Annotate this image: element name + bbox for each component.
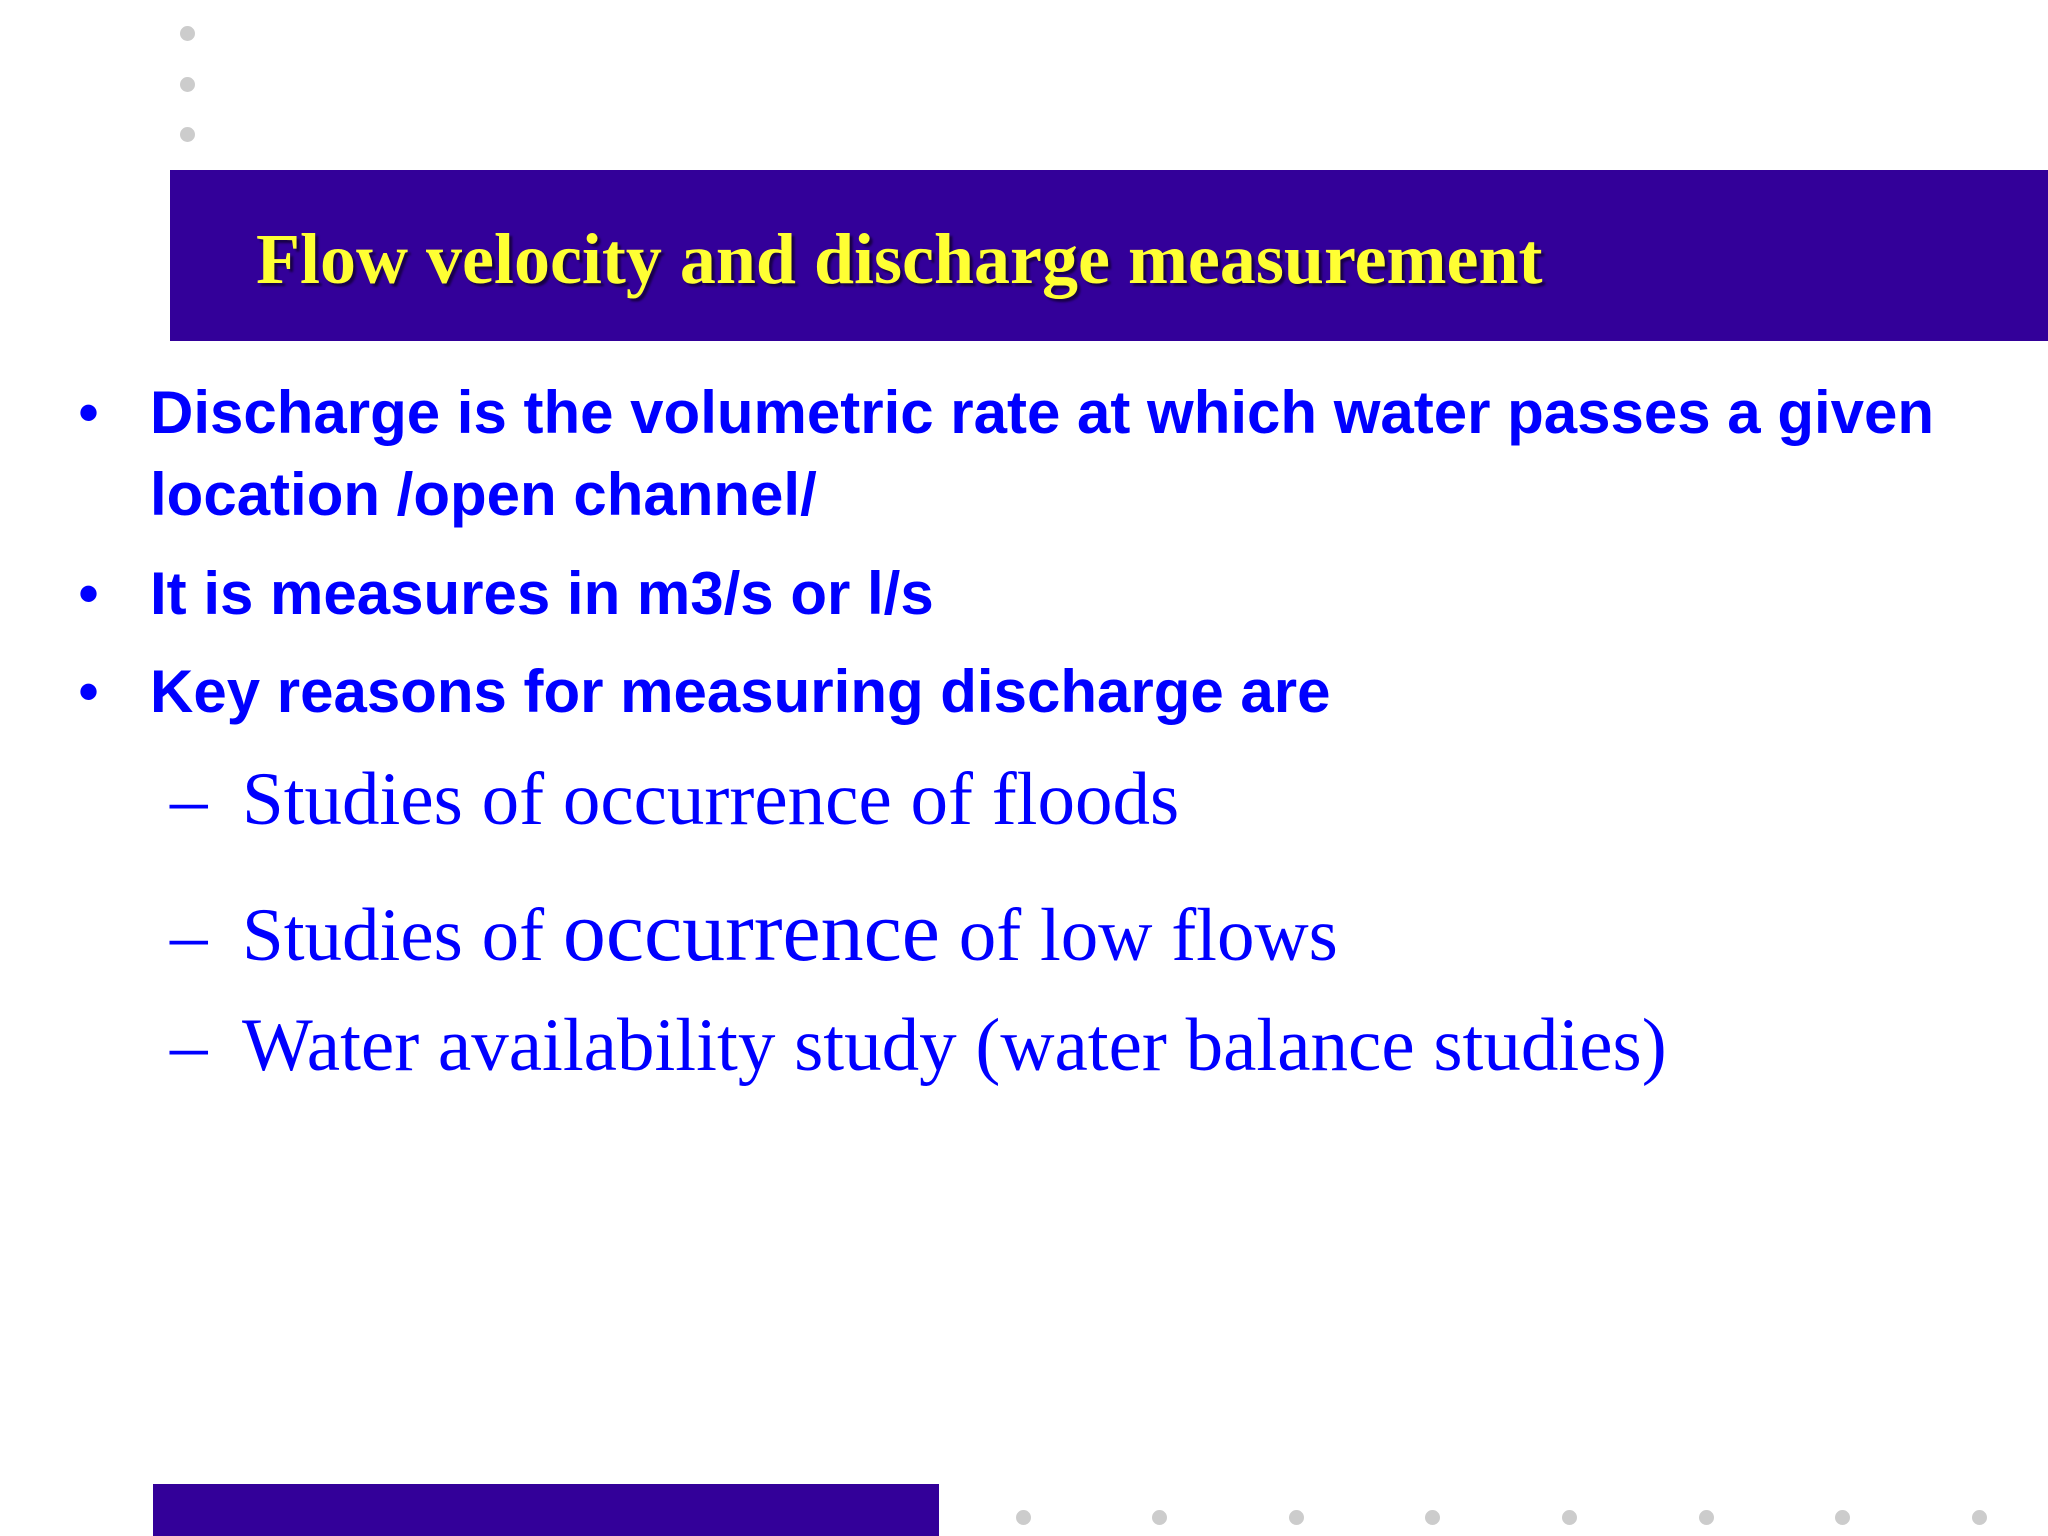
sub-bullet-text-end: of low flows xyxy=(939,894,1338,977)
sub-bullet-text-start: Studies of xyxy=(242,894,563,977)
decor-dot xyxy=(180,77,195,92)
sub-bullet-text: Water availability study (water balance studies) xyxy=(242,1004,1667,1087)
bullet-item xyxy=(78,553,1970,635)
sub-bullet-item xyxy=(170,1004,1667,1087)
dash-marker: – xyxy=(170,758,208,841)
bottom-accent-bar xyxy=(153,1484,939,1536)
bullet-text: Key reasons for measuring discharge are xyxy=(150,658,1331,725)
bullet-marker: • xyxy=(78,560,100,627)
decor-dot xyxy=(1972,1510,1987,1525)
decor-dot xyxy=(180,26,195,41)
bullet-text: Discharge is the volumetric rate at which water passes a given location /open channel/ xyxy=(150,379,1935,528)
bullet-item xyxy=(78,372,1970,536)
sub-bullet-text: Studies of occurrence of floods xyxy=(242,758,1180,841)
sub-bullet-item xyxy=(170,758,1180,841)
decor-dot xyxy=(1152,1510,1167,1525)
decor-dot xyxy=(1699,1510,1714,1525)
bullet-marker: • xyxy=(78,658,100,725)
dash-marker: – xyxy=(170,1004,208,1087)
decor-dot xyxy=(1425,1510,1440,1525)
title-bar xyxy=(170,170,2048,341)
decor-dot xyxy=(1289,1510,1304,1525)
bullet-item xyxy=(78,651,1970,733)
bullet-marker: • xyxy=(78,379,100,446)
decor-dot xyxy=(1016,1510,1031,1525)
decor-dot xyxy=(180,127,195,142)
decor-dot xyxy=(1562,1510,1577,1525)
bullet-text: It is measures in m3/s or l/s xyxy=(150,560,934,627)
sub-bullet-item xyxy=(170,883,1338,979)
decor-dot xyxy=(1835,1510,1850,1525)
slide-title: Flow velocity and discharge measurement xyxy=(256,219,1543,299)
dash-marker: – xyxy=(170,894,208,977)
sub-bullet-emphasis: occurrence xyxy=(562,883,940,979)
